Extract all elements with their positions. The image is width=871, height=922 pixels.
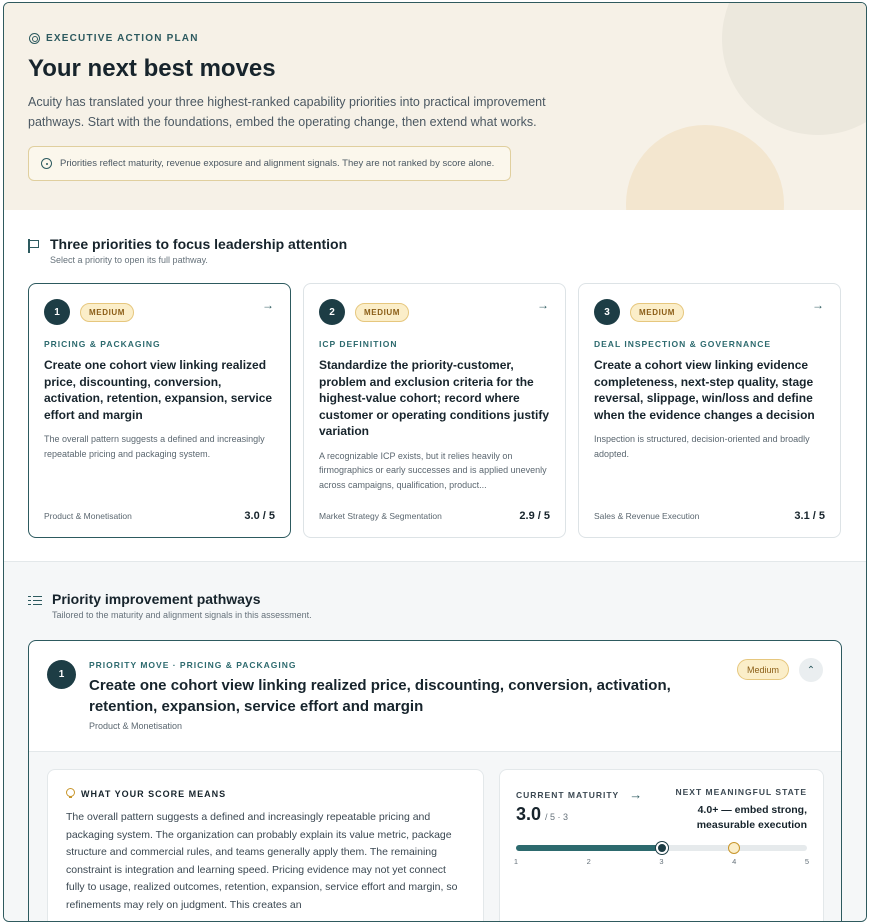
priority-title: Create a cohort view linking evidence completeness, next-step quality, stage reversal, slippage, win/loss and define when the evidence changes a decision xyxy=(594,358,815,422)
page-title: Your next best moves xyxy=(28,55,276,82)
priority-description: The overall pattern suggests a defined and increasingly repeatable pricing and packaging system. xyxy=(44,434,265,459)
pathway-eyebrow: PRIORITY MOVE · PRICING & PACKAGING xyxy=(89,660,297,670)
priority-number: 1 xyxy=(44,299,70,325)
priority-score: 3.0 / 5 xyxy=(244,510,275,522)
pathway-body xyxy=(29,752,841,922)
score-meaning-card xyxy=(47,769,484,922)
priority-category: ICP DEFINITION xyxy=(319,339,398,349)
priority-card-1[interactable] xyxy=(28,283,291,538)
score-meaning-header xyxy=(66,788,465,799)
scale-tick: 5 xyxy=(804,857,810,866)
next-state-value: 4.0+ — embed strong, measurable execution xyxy=(696,804,807,831)
current-marker xyxy=(656,842,668,854)
pathway-domain: Product & Monetisation xyxy=(89,721,183,731)
priority-category: PRICING & PACKAGING xyxy=(44,339,161,349)
current-maturity-label-text: CURRENT MATURITY xyxy=(516,789,620,800)
priority-title: Standardize the priority-customer, problem and exclusion criteria for the highest-value cohort; record where customer or operating conditions justify variation xyxy=(319,358,550,438)
eyebrow-text: EXECUTIVE ACTION PLAN xyxy=(46,33,199,44)
collapse-button[interactable] xyxy=(799,658,823,682)
priority-category: DEAL INSPECTION & GOVERNANCE xyxy=(594,339,772,349)
priority-number: 3 xyxy=(594,299,620,325)
priority-footer xyxy=(594,510,825,522)
pathways-subtitle: Tailored to the maturity and alignment signals in this assessment. xyxy=(52,610,312,620)
maturity-scale xyxy=(513,857,810,867)
arrow-right-icon[interactable]: → xyxy=(262,298,274,312)
action-plan-panel xyxy=(3,2,867,922)
note-text: Priorities reflect maturity, revenue exposure and alignment signals. They are not ranked by score alone. xyxy=(60,158,495,169)
flag-icon xyxy=(28,239,40,253)
target-marker xyxy=(728,842,740,854)
arrow-right-icon[interactable]: → xyxy=(812,298,824,312)
scale-tick: 3 xyxy=(659,857,664,866)
priorities-title: Three priorities to focus leadership attention xyxy=(50,236,348,252)
pathway-title: Create one cohort view linking realized price, discounting, conversion, activation, retention, expansion, service effort and margin xyxy=(89,677,671,715)
priority-domain: Product & Monetisation xyxy=(44,511,132,521)
priority-badge: MEDIUM xyxy=(630,303,684,322)
priority-footer xyxy=(44,510,275,522)
score-meaning-text: The overall pattern suggests a defined and increasingly repeatable pricing and packaging system. The organization can probably explain its value metric, package structure and commercial rules, and teams generally apply them. The remaining constraint is integration and learning speed. Pricing evidence may not yet connect fully to usage, realized outcomes, retention, expansion, service effort and margin, so refinements may rely on judgment. This creates an xyxy=(66,811,458,911)
arrow-right-icon: → xyxy=(629,787,643,802)
current-maturity-value xyxy=(516,804,568,825)
scale-tick: 4 xyxy=(732,857,737,866)
priority-card-3[interactable] xyxy=(578,283,841,538)
arrow-right-icon[interactable]: → xyxy=(537,298,549,312)
priority-domain: Market Strategy & Segmentation xyxy=(319,511,442,521)
current-maturity-label xyxy=(516,787,642,802)
priority-description: A recognizable ICP exists, but it relies heavily on firmographics or early successes and is applied unevenly across campaigns, qualification, product... xyxy=(319,450,547,490)
priority-title: Create one cohort view linking realized price, discounting, conversion, activation, retention, expansion, service effort and margin xyxy=(44,358,273,422)
priority-score: 3.1 / 5 xyxy=(794,510,825,522)
priority-number: 2 xyxy=(319,299,345,325)
scale-tick: 1 xyxy=(513,857,519,866)
priority-badge: MEDIUM xyxy=(355,303,409,322)
hero-section xyxy=(4,3,866,210)
target-icon xyxy=(29,33,40,44)
info-icon xyxy=(41,158,52,169)
hero-eyebrow xyxy=(29,33,199,44)
maturity-track xyxy=(516,845,807,851)
current-score: 3.0 xyxy=(516,804,542,824)
priority-domain: Sales & Revenue Execution xyxy=(594,511,700,521)
pathways-header xyxy=(28,591,312,620)
priorities-note xyxy=(28,146,511,181)
lightbulb-icon xyxy=(66,788,74,799)
next-state-label: NEXT MEANINGFUL STATE xyxy=(675,787,807,797)
checklist-icon xyxy=(28,594,42,607)
pathway-number: 1 xyxy=(47,660,76,689)
pathways-title: Priority improvement pathways xyxy=(52,591,261,607)
pathway-badge: Medium xyxy=(737,659,789,680)
current-score-denominator: / 5 · 3 xyxy=(545,812,569,822)
chevron-up-icon: ⌃ xyxy=(806,664,816,676)
pathway-card-1 xyxy=(28,640,842,922)
maturity-fill xyxy=(516,845,662,851)
hero-lead: Acuity has translated your three highest-ranked capability priorities into practical improvement pathways. Start with the foundations, embed the operating change, then extend what works. xyxy=(28,95,546,129)
priorities-subtitle: Select a priority to open its full pathway. xyxy=(50,255,208,265)
priority-cards xyxy=(28,283,841,538)
priorities-header xyxy=(28,236,347,265)
priority-badge: MEDIUM xyxy=(80,303,134,322)
decor-circle xyxy=(626,125,784,210)
priority-score: 2.9 / 5 xyxy=(519,510,550,522)
score-meaning-title: WHAT YOUR SCORE MEANS xyxy=(81,788,227,799)
maturity-card xyxy=(499,769,824,922)
priority-card-2[interactable] xyxy=(303,283,566,538)
priority-footer xyxy=(319,510,550,522)
pathways-section xyxy=(4,561,866,922)
priority-description: Inspection is structured, decision-oriented and broadly adopted. xyxy=(594,434,810,459)
scale-tick: 2 xyxy=(586,857,591,866)
decor-circle xyxy=(722,3,866,135)
